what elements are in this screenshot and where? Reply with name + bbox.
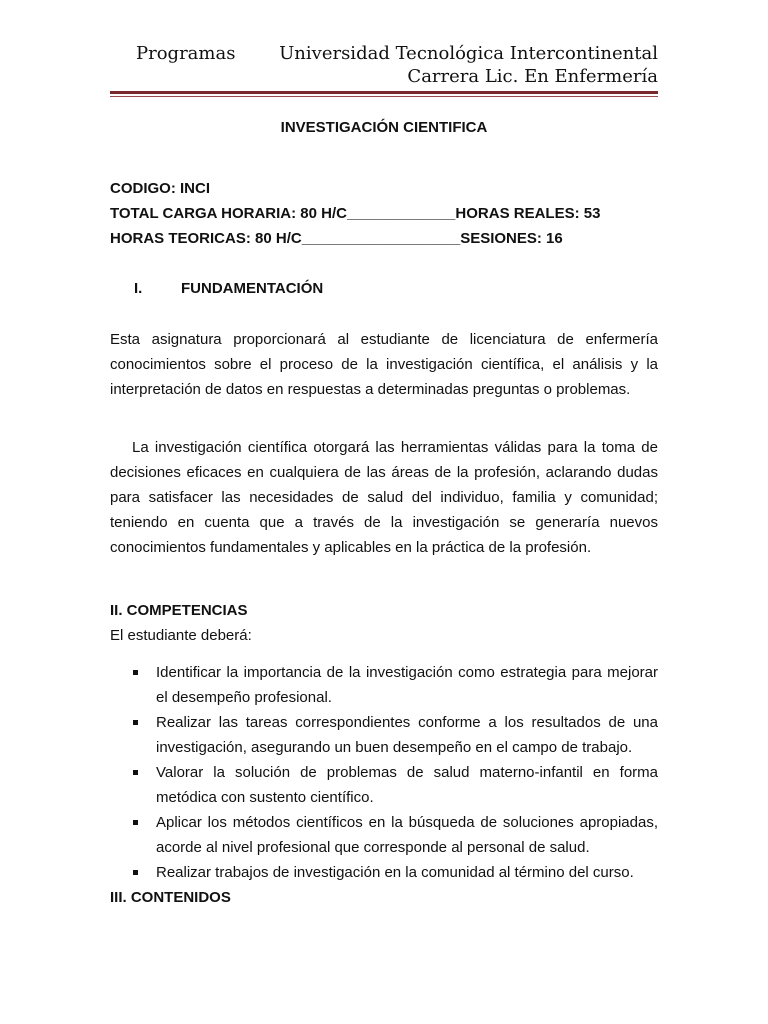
list-item-text: Realizar trabajos de investigación en la comunidad al término del curso. [156,864,634,881]
list-item-text: Aplicar los métodos científicos en la búsqueda de soluciones apropiadas, acorde al nivel profesional que corresponde al personal de salud. [156,814,658,856]
document-body [110,116,658,910]
square-bullet-icon [133,820,138,825]
section-number: I. [134,280,143,297]
meta-horas-teoricas: HORAS TEORICAS: 80 H/C___________________SESIONES: 16 [110,230,563,247]
square-bullet-icon [133,720,138,725]
section-fundamentacion-heading [110,277,658,301]
section-contenidos-heading: III. CONTENIDOS [110,889,231,906]
list-item [110,660,658,710]
list-item [110,810,658,860]
list-item [110,760,658,810]
square-bullet-icon [133,870,138,875]
list-item-text: Identificar la importancia de la investigación como estrategia para mejorar el desempeño profesional. [156,664,658,706]
list-item [110,860,658,885]
header-left: Programas [136,43,236,64]
square-bullet-icon [133,670,138,675]
meta-carga-horaria: TOTAL CARGA HORARIA: 80 H/C_____________HORAS REALES: 53 [110,205,601,222]
meta-codigo: CODIGO: INCI [110,180,210,197]
section-competencias-heading: II. COMPETENCIAS [110,602,248,619]
square-bullet-icon [133,770,138,775]
header-right [279,42,658,88]
list-item [110,710,658,760]
header-institution: Universidad Tecnológica Intercontinental [279,43,658,64]
list-item-text: Realizar las tareas correspondientes conforme a los resultados de una investigación, asegurando un buen desempeño en el campo de trabajo. [156,714,658,756]
header-rule-thin [110,96,658,97]
document-title: INVESTIGACIÓN CIENTIFICA [280,119,488,136]
section-title: FUNDAMENTACIÓN [181,280,324,297]
header-rule-thick [110,91,658,94]
header-career: Carrera Lic. En Enfermería [407,66,658,87]
competencias-list [110,660,658,885]
fundamentacion-paragraph-2: La investigación científica otorgará las herramientas válidas para la toma de decisiones eficaces en cualquiera de las áreas de la profesión, aclarando dudas para satisfacer las necesidades de salud del individuo, familia y comunidad; teniendo en cuenta que a través de la investigación se generaría nuevos conocimientos fundamentales y aplicables en la práctica de la profesión. [110,439,658,556]
list-item-text: Valorar la solución de problemas de salud materno-infantil en forma metódica con sustento científico. [156,764,658,806]
fundamentacion-paragraph-1: Esta asignatura proporcionará al estudiante de licenciatura de enfermería conocimientos sobre el proceso de la investigación científica, el análisis y la interpretación de datos en respuestas a determinadas preguntas o problemas. [110,331,658,398]
competencias-intro: El estudiante deberá: [110,627,252,644]
